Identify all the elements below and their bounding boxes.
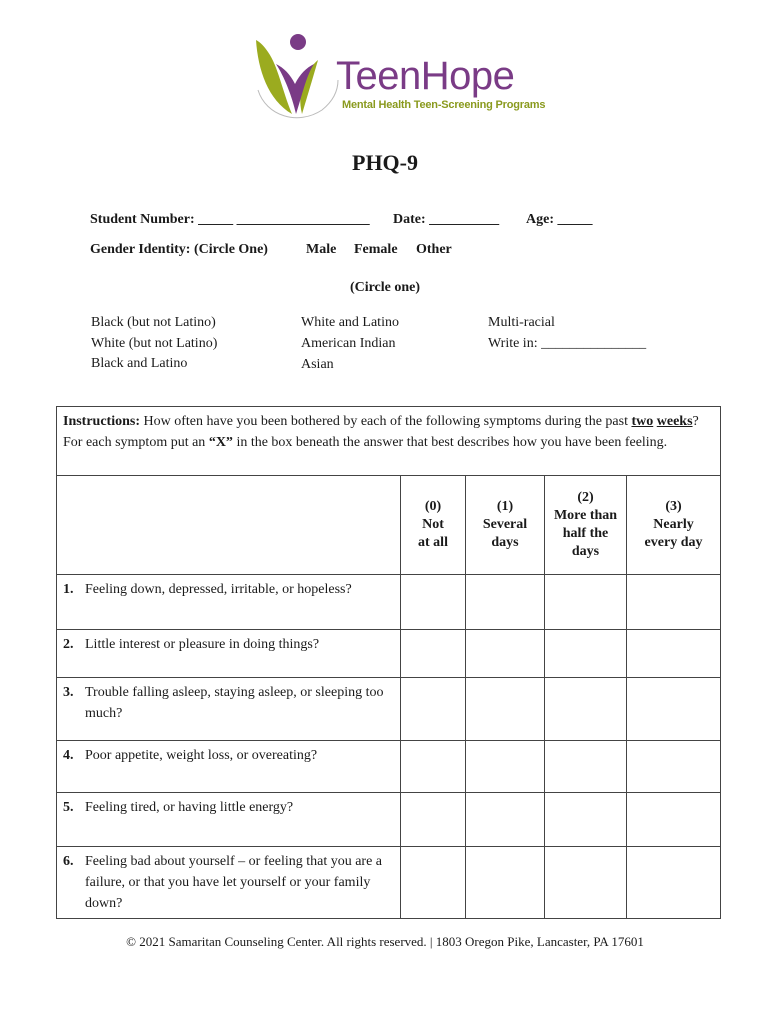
instructions-text: in the box beneath the answer that best describes how you have been feeling.	[232, 435, 668, 450]
answer-box[interactable]	[466, 793, 545, 847]
answer-label: More than	[553, 508, 618, 523]
question-text: Feeling bad about yourself – or feeling that you are a failure, or that you have let yourself or your family down?	[85, 854, 383, 911]
answer-box[interactable]	[401, 678, 466, 741]
question-row	[57, 630, 721, 678]
answer-code: (0)	[424, 499, 442, 514]
question-cell	[57, 793, 401, 847]
race-option[interactable]: Multi-racial	[488, 315, 555, 330]
answer-header-1	[466, 476, 545, 575]
instructions-cell	[57, 407, 721, 476]
race-write-in-field[interactable]: Write in: _______________	[488, 336, 647, 351]
phq9-table	[56, 406, 721, 919]
question-number: 1.	[63, 582, 74, 597]
answer-label: Several	[482, 517, 528, 532]
question-text: Feeling tired, or having little energy?	[85, 800, 294, 815]
question-row	[57, 678, 721, 741]
teenhope-logo-icon	[248, 30, 340, 122]
answer-label: Not	[422, 517, 444, 532]
answer-box[interactable]	[401, 847, 466, 919]
question-row	[57, 741, 721, 793]
question-text: Little interest or pleasure in doing things?	[85, 637, 320, 652]
race-option[interactable]: White and Latino	[301, 315, 399, 330]
answer-box[interactable]	[466, 678, 545, 741]
question-row	[57, 847, 721, 919]
answer-box[interactable]	[627, 678, 721, 741]
answer-box[interactable]	[401, 575, 466, 630]
answer-box[interactable]	[545, 847, 627, 919]
answer-box[interactable]	[401, 630, 466, 678]
instructions-emphasis: two	[631, 414, 654, 429]
answer-box[interactable]	[466, 741, 545, 793]
logo-tagline: Mental Health Teen-Screening Programs	[342, 99, 546, 111]
race-option[interactable]: White (but not Latino)	[91, 336, 218, 351]
instructions-label: Instructions:	[63, 414, 141, 429]
answer-box[interactable]	[627, 630, 721, 678]
answer-label: every day	[644, 535, 703, 550]
answer-label: days	[571, 544, 600, 559]
header-blank-cell	[57, 476, 401, 575]
question-cell	[57, 741, 401, 793]
answer-header-3	[627, 476, 721, 575]
answer-box[interactable]	[466, 630, 545, 678]
answer-label: at all	[418, 535, 448, 550]
question-cell	[57, 847, 401, 919]
answer-box[interactable]	[545, 630, 627, 678]
answer-box[interactable]	[401, 793, 466, 847]
age-field[interactable]: Age: _____	[526, 212, 593, 227]
race-option[interactable]: Asian	[301, 357, 334, 372]
question-number: 6.	[63, 854, 74, 869]
answer-box[interactable]	[627, 741, 721, 793]
gender-option-male[interactable]: Male	[306, 242, 337, 257]
answer-label: half the	[562, 526, 609, 541]
question-number: 2.	[63, 637, 74, 652]
question-text: Poor appetite, weight loss, or overeating?	[85, 748, 318, 763]
question-cell	[57, 630, 401, 678]
date-field[interactable]: Date: __________	[393, 212, 500, 227]
answer-box[interactable]	[466, 847, 545, 919]
race-label: (Circle one)	[349, 280, 421, 295]
question-row	[57, 575, 721, 630]
question-number: 3.	[63, 685, 74, 700]
instructions-text: ? For each symptom put an	[63, 414, 699, 450]
question-cell	[57, 575, 401, 630]
answer-box[interactable]	[545, 678, 627, 741]
question-number: 5.	[63, 800, 74, 815]
answer-box[interactable]	[627, 793, 721, 847]
gender-label: Gender Identity: (Circle One)	[90, 242, 268, 257]
answer-code: (1)	[496, 499, 514, 514]
answer-label: days	[491, 535, 519, 550]
footer-copyright: © 2021 Samaritan Counseling Center. All rights reserved. | 1803 Oregon Pike, Lancaster, PA 17601	[126, 934, 644, 949]
instructions-emphasis: weeks	[656, 414, 693, 429]
question-row	[57, 793, 721, 847]
gender-option-female[interactable]: Female	[354, 242, 398, 257]
answer-box[interactable]	[627, 575, 721, 630]
question-text: Feeling down, depressed, irritable, or hopeless?	[85, 582, 352, 597]
answer-header-0	[401, 476, 466, 575]
question-number: 4.	[63, 748, 74, 763]
student-number-field[interactable]: Student Number: _____ ___________________	[90, 212, 370, 227]
form-title: PHQ-9	[352, 150, 418, 175]
instructions-text: How often have you been bothered by each of the following symptoms during the past	[140, 414, 632, 429]
answer-box[interactable]	[545, 575, 627, 630]
answer-box[interactable]	[466, 575, 545, 630]
race-option[interactable]: Black and Latino	[91, 356, 188, 371]
logo-brand-name: TeenHope	[336, 54, 515, 98]
answer-code: (3)	[665, 499, 682, 514]
question-text: Trouble falling asleep, staying asleep, or sleeping too much?	[85, 685, 384, 721]
race-option[interactable]: American Indian	[301, 336, 396, 351]
answer-box[interactable]	[401, 741, 466, 793]
question-cell	[57, 678, 401, 741]
answer-box[interactable]	[627, 847, 721, 919]
x-mark-text: “X”	[208, 435, 233, 450]
answer-label: Nearly	[653, 517, 694, 532]
answer-code: (2)	[577, 490, 594, 505]
answer-box[interactable]	[545, 741, 627, 793]
gender-option-other[interactable]: Other	[416, 242, 452, 257]
answer-box[interactable]	[545, 793, 627, 847]
race-option[interactable]: Black (but not Latino)	[91, 315, 216, 330]
answer-header-2	[545, 476, 627, 575]
